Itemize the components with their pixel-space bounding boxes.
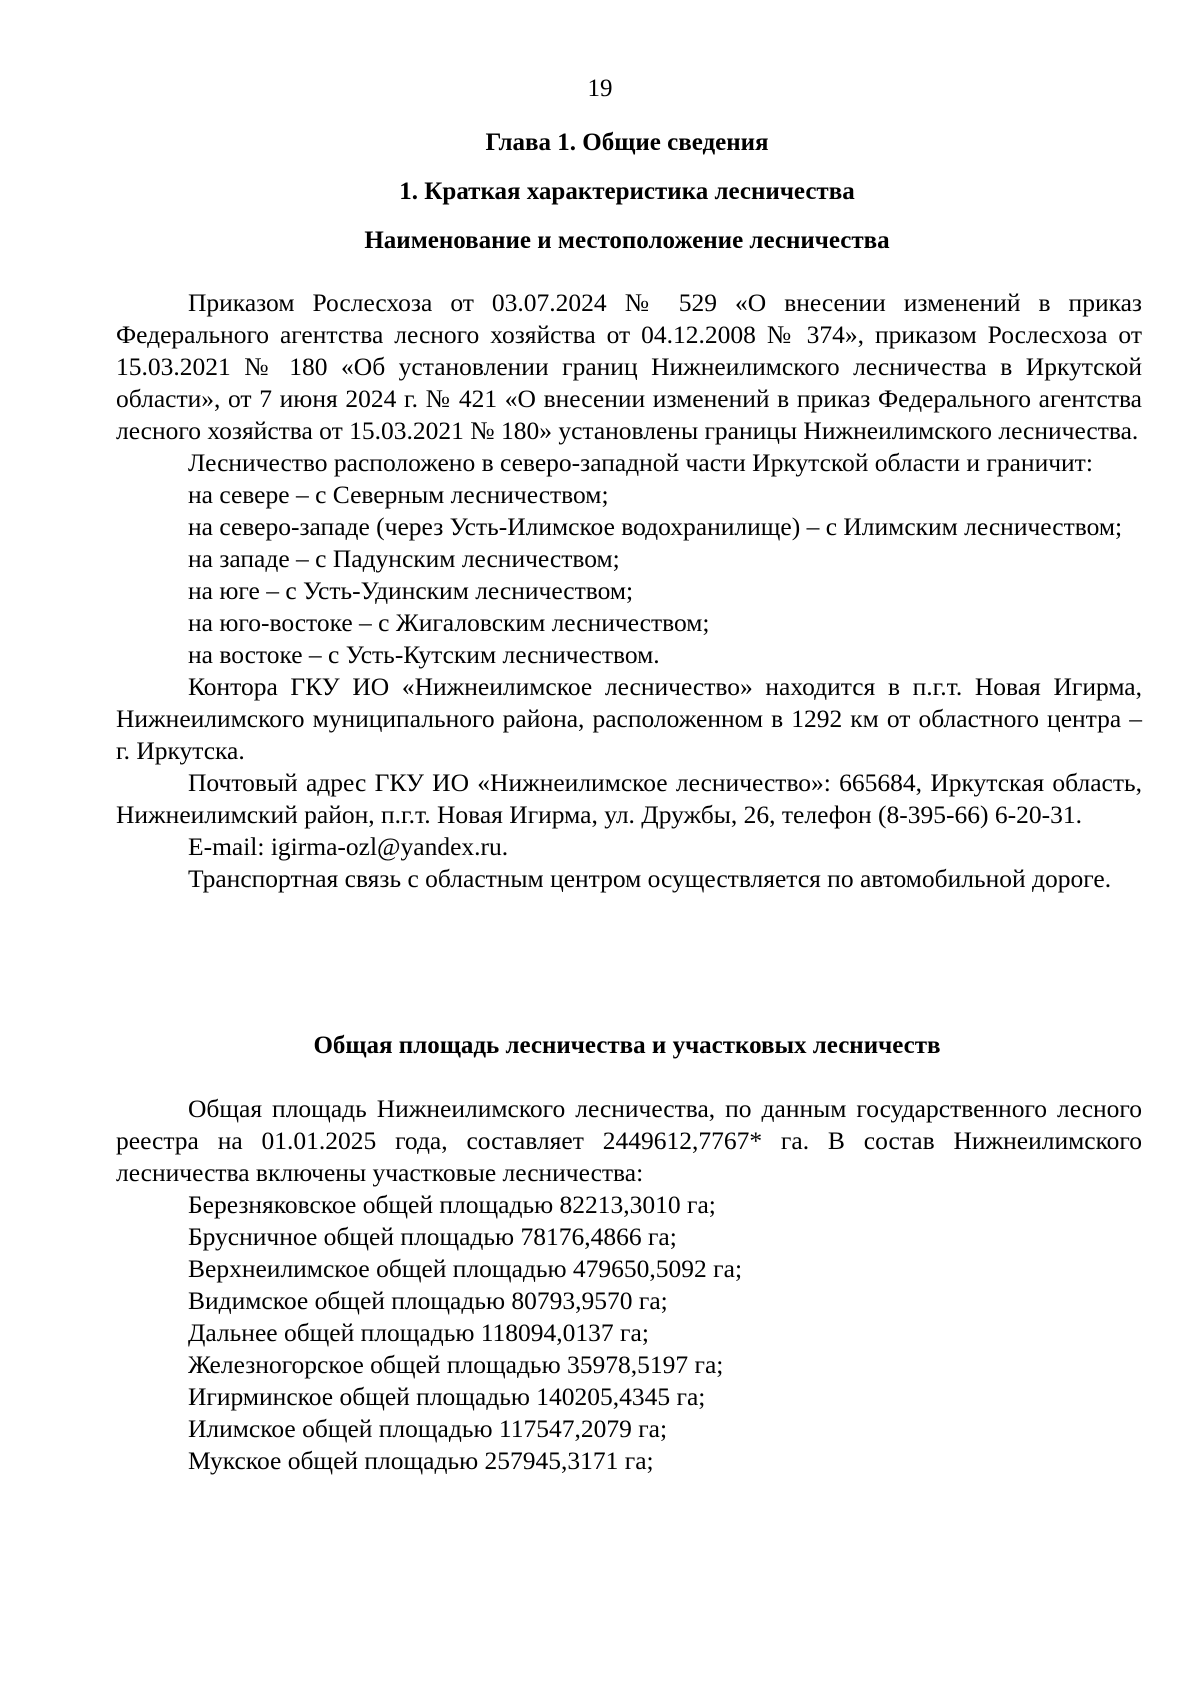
paragraph-email: E-mail: igirma-ozl@yandex.ru. bbox=[188, 832, 509, 861]
list-item: Березняковское общей площадью 82213,3010 га; bbox=[188, 1190, 716, 1219]
list-item: Видимское общей площадью 80793,9570 га; bbox=[188, 1286, 668, 1315]
border-northwest: на северо-западе (через Усть-Илимское водохранилище) – с Илимским лесничеством; bbox=[188, 512, 1123, 541]
area-section bbox=[116, 1093, 1142, 1477]
chapter-title: Глава 1. Общие сведения bbox=[485, 129, 769, 156]
list-item: Илимское общей площадью 117547,2079 га; bbox=[188, 1414, 668, 1443]
section-title: 1. Краткая характеристика лесничества bbox=[399, 178, 855, 205]
paragraph-orders: Приказом Рослесхоза от 03.07.2024 № 529 «О внесении изменений в приказ Федерального агентства лесного хозяйства от 04.12.2008 № 374», приказом Рослесхоза от 15.03.2021 № 180 «Об установлении границ Нижнеилимского лесничества в Иркутской области», от 7 июня 2024 г. № 421 «О внесении изменений в приказ Федерального агентства лесного хозяйства от 15.03.2021 № 180» установлены границы Нижнеилимского лесничества. bbox=[116, 288, 1142, 445]
border-south: на юге – с Усть-Удинским лесничеством; bbox=[188, 576, 634, 605]
page-number: 19 bbox=[587, 75, 613, 102]
border-southeast: на юго-востоке – с Жигаловским лесничеством; bbox=[188, 608, 710, 637]
location-section bbox=[116, 287, 1142, 895]
paragraph-transport: Транспортная связь с областным центром осуществляется по автомобильной дороге. bbox=[188, 864, 1112, 893]
border-north: на севере – с Северным лесничеством; bbox=[188, 480, 609, 509]
border-east: на востоке – с Усть-Кутским лесничеством. bbox=[188, 640, 660, 669]
paragraph-total-area: Общая площадь Нижнеилимского лесничества, по данным государственного лесного реестра на 01.01.2025 года, составляет 2449612,7767* га. В состав Нижнеилимского лесничества включены участковые лесничества: bbox=[116, 1094, 1142, 1187]
list-item: Мукское общей площадью 257945,3171 га; bbox=[188, 1446, 654, 1475]
paragraph-office: Контора ГКУ ИО «Нижнеилимское лесничество» находится в п.г.т. Новая Игирма, Нижнеилимского муниципального района, расположенном в 1292 км от областного центра – г. Иркутска. bbox=[116, 672, 1142, 765]
list-item: Железногорское общей площадью 35978,5197 га; bbox=[188, 1350, 724, 1379]
list-item: Игирминское общей площадью 140205,4345 га; bbox=[188, 1382, 706, 1411]
list-item: Дальнее общей площадью 118094,0137 га; bbox=[188, 1318, 649, 1347]
border-west: на западе – с Падунским лесничеством; bbox=[188, 544, 620, 573]
subsection-title-location: Наименование и местоположение лесничества bbox=[364, 227, 890, 254]
subsection-title-area: Общая площадь лесничества и участковых лесничеств bbox=[313, 1032, 941, 1059]
list-item: Верхнеилимское общей площадью 479650,5092 га; bbox=[188, 1254, 743, 1283]
list-item: Брусничное общей площадью 78176,4866 га; bbox=[188, 1222, 677, 1251]
paragraph-postal-address: Почтовый адрес ГКУ ИО «Нижнеилимское лесничество»: 665684, Иркутская область, Нижнеилимский район, п.г.т. Новая Игирма, ул. Дружбы, 26, телефон (8-395-66) 6-20-31. bbox=[116, 768, 1142, 829]
paragraph-location: Лесничество расположено в северо-западной части Иркутской области и граничит: bbox=[188, 448, 1093, 477]
